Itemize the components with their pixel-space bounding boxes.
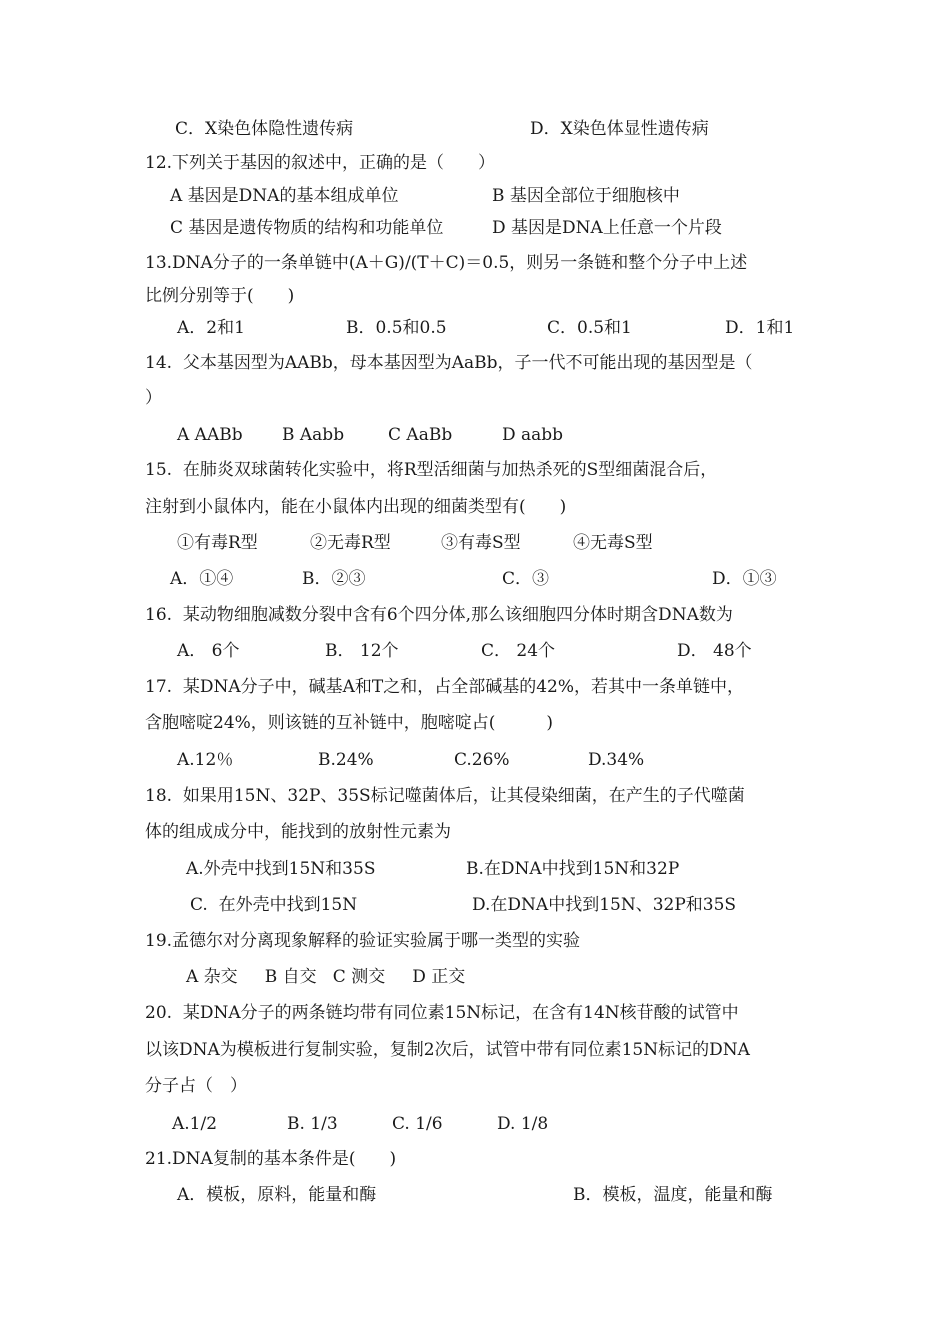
q14-stem-line2: ） [145,388,162,408]
q15-stem-line1: 15. 在肺炎双球菌转化实验中，将R型活细菌与加热杀死的S型细菌混合后， [145,460,718,480]
q15-item-3: ③有毒S型 [441,533,521,553]
q16-option-a: A． 6个 [177,641,240,661]
q18-option-a: A.外壳中找到15N和35S [186,859,376,879]
q12-option-b: B 基因全部位于细胞核中 [492,186,680,206]
q17-option-d: D.34% [588,750,645,770]
q15-item-4: ④无毒S型 [573,533,653,553]
q15-option-a: A．①④ [170,569,234,589]
q18-option-c: C. 在外壳中找到15N [190,895,358,915]
q14-option-c: C AaBb [388,425,453,445]
q15-item-2: ②无毒R型 [310,533,391,553]
q18-option-b: B.在DNA中找到15N和32P [466,859,680,879]
q17-stem-line1: 17. 某DNA分子中，碱基A和T之和，占全部碱基的42%，若其中一条单链中， [145,677,745,697]
q15-stem-line2: 注射到小鼠体内，能在小鼠体内出现的细菌类型有( ) [145,497,567,517]
q14-stem-line1: 14. 父本基因型为AABb，母本基因型为AaBb，子一代不可能出现的基因型是（ [145,353,753,373]
q20-stem-line1: 20. 某DNA分子的两条链均带有同位素15N标记，在含有14N核苷酸的试管中 [145,1003,739,1023]
q15-option-c: C．③ [502,569,550,589]
q16-option-d: D． 48个 [677,641,752,661]
q21-stem: 21.DNA复制的基本条件是( ) [145,1149,397,1169]
q14-option-d: D aabb [502,425,564,445]
q14-option-b: B Aabb [282,425,345,445]
q20-stem-line2: 以该DNA为模板进行复制实验，复制2次后，试管中带有同位素15N标记的DNA [145,1040,750,1060]
q13-stem-line1: 13.DNA分子的一条单链中(A＋G)/(T＋C)＝0.5，则另一条链和整个分子中上述 [145,253,748,273]
q20-option-d: D. 1/8 [497,1114,549,1134]
q20-option-b: B. 1/3 [287,1114,338,1134]
q15-option-b: B．②③ [302,569,366,589]
q11-option-c: C．X染色体隐性遗传病 [175,119,354,139]
q13-stem-line2: 比例分别等于( ) [145,286,295,306]
q18-stem-line1: 18. 如果用15N、32P、35S标记噬菌体后，让其侵染细菌，在产生的子代噬菌 [145,786,745,806]
q21-option-b: B．模板，温度，能量和酶 [573,1185,773,1205]
q17-option-a: A.12％ [177,750,234,770]
q13-option-c: C．0.5和1 [547,318,632,338]
q20-option-c: C. 1/6 [392,1114,443,1134]
q15-option-d: D．①③ [712,569,777,589]
q13-option-b: B．0.5和0.5 [346,318,447,338]
q15-item-1: ①有毒R型 [177,533,258,553]
q19-stem: 19.孟德尔对分离现象解释的验证实验属于哪一类型的实验 [145,931,581,951]
q12-stem: 12.下列关于基因的叙述中，正确的是（ ） [145,153,496,173]
q17-option-c: C.26% [454,750,510,770]
q13-option-a: A．2和1 [177,318,245,338]
q11-option-d: D．X染色体显性遗传病 [530,119,709,139]
q16-stem: 16. 某动物细胞减数分裂中含有6个四分体,那么该细胞四分体时期含DNA数为 [145,605,733,625]
q20-option-a: A.1/2 [172,1114,218,1134]
q12-option-a: A 基因是DNA的基本组成单位 [170,186,399,206]
q16-option-b: B． 12个 [325,641,399,661]
q20-stem-line3: 分子占（ ） [145,1076,247,1096]
q13-option-d: D．1和1 [725,318,795,338]
q18-stem-line2: 体的组成成分中，能找到的放射性元素为 [145,822,451,842]
q16-option-c: C． 24个 [481,641,556,661]
q14-option-a: A AABb [177,425,243,445]
q17-option-b: B.24% [318,750,374,770]
q21-option-a: A．模板，原料，能量和酶 [177,1185,377,1205]
q12-option-c: C 基因是遗传物质的结构和功能单位 [170,218,444,238]
q17-stem-line2: 含胞嘧啶24%，则该链的互补链中，胞嘧啶占( ) [145,713,554,733]
q19-options: A 杂交 B 自交 C 测交 D 正交 [186,967,466,987]
q18-option-d: D.在DNA中找到15N、32P和35S [472,895,737,915]
q12-option-d: D 基因是DNA上任意一个片段 [492,218,722,238]
